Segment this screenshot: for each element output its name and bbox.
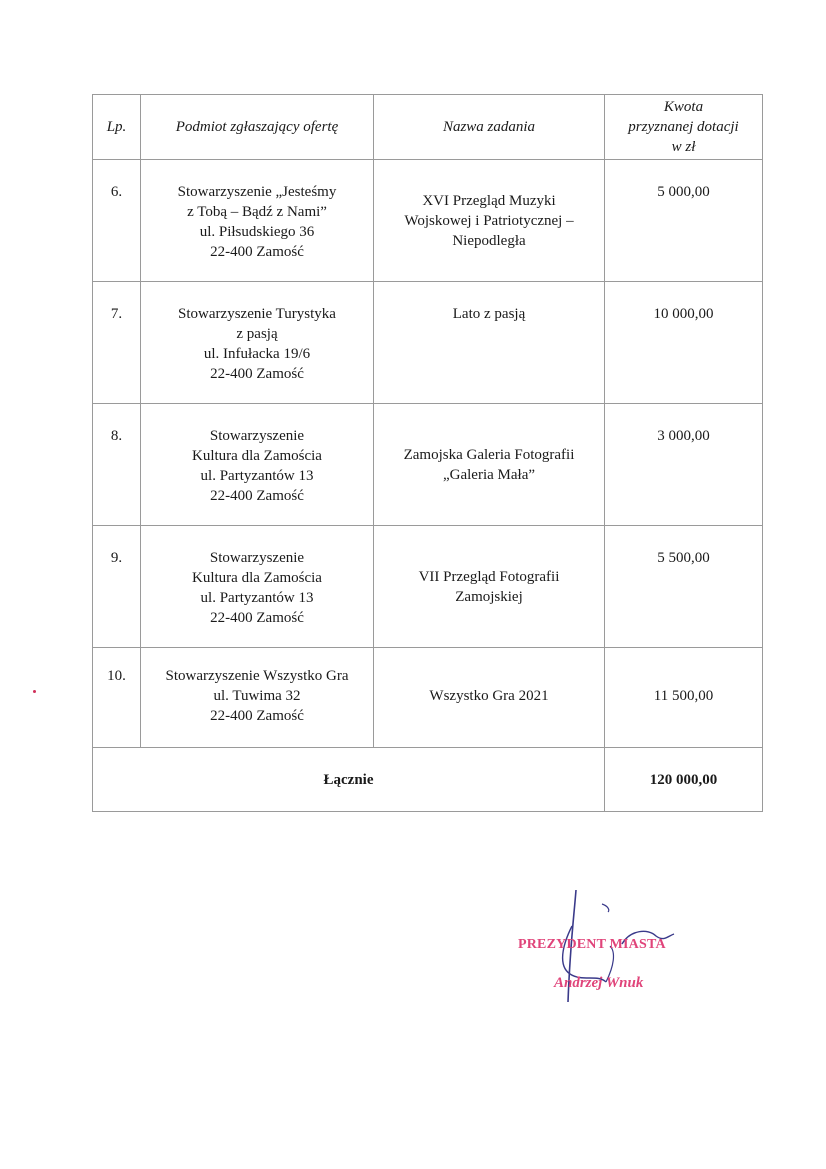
total-label: Łącznie (93, 748, 605, 812)
cell-amount: 5 000,00 (605, 160, 763, 282)
total-amount: 120 000,00 (605, 748, 763, 812)
table-row (93, 648, 763, 748)
task-line: Zamojskiej (455, 588, 523, 605)
cell-task (374, 648, 605, 748)
cell-amount: 11 500,00 (605, 648, 763, 748)
cell-amount: 3 000,00 (605, 404, 763, 526)
cell-entity (141, 160, 374, 282)
entity-line: ul. Partyzantów 13 (200, 468, 314, 484)
header-entity: Podmiot zgłaszający ofertę (141, 95, 374, 160)
cell-lp: 7. (93, 282, 141, 404)
table-row (93, 160, 763, 282)
grants-table (92, 94, 763, 812)
table-row (93, 282, 763, 404)
entity-line: z pasją (236, 326, 278, 342)
table-row (93, 526, 763, 648)
header-task: Nazwa zadania (374, 95, 605, 160)
task-line: Niepodległa (452, 232, 526, 249)
entity-line: Stowarzyszenie (209, 428, 305, 444)
task-line: VII Przegląd Fotografii (418, 568, 560, 585)
header-amount (605, 95, 763, 160)
cell-entity (141, 404, 374, 526)
header-amount-line: w zł (671, 139, 696, 155)
cell-entity (141, 282, 374, 404)
cell-lp: 6. (93, 160, 141, 282)
header-amount-line: Kwota (663, 99, 704, 115)
total-row (93, 748, 763, 812)
cell-lp: 8. (93, 404, 141, 526)
signature-stamp (518, 886, 718, 1006)
entity-line: z Tobą – Bądź z Nami” (187, 204, 327, 220)
entity-line: Stowarzyszenie Turystyka (178, 306, 336, 322)
entity-line: Stowarzyszenie Wszystko Gra (165, 668, 349, 684)
entity-line: 22-400 Zamość (210, 366, 304, 382)
entity-line: Stowarzyszenie „Jesteśmy (177, 184, 337, 200)
scan-speck (33, 690, 36, 693)
cell-entity (141, 648, 374, 748)
table-header-row (93, 95, 763, 160)
task-line: Wojskowej i Patriotycznej – (404, 212, 574, 229)
cell-task (374, 282, 605, 404)
task-line: Zamojska Galeria Fotografii (403, 446, 575, 463)
cell-amount: 10 000,00 (605, 282, 763, 404)
entity-line: 22-400 Zamość (210, 708, 304, 724)
cell-lp: 9. (93, 526, 141, 648)
header-lp: Lp. (93, 95, 141, 160)
entity-line: 22-400 Zamość (210, 610, 304, 626)
table-row (93, 404, 763, 526)
cell-task (374, 404, 605, 526)
task-line: Wszystko Gra 2021 (429, 688, 549, 704)
entity-line: ul. Piłsudskiego 36 (199, 224, 315, 240)
signature-title: PREZYDENT MIASTA (518, 937, 666, 952)
entity-line: ul. Partyzantów 13 (200, 590, 314, 606)
entity-line: Stowarzyszenie (209, 550, 305, 566)
task-line: „Galeria Mała” (442, 466, 536, 483)
entity-line: 22-400 Zamość (210, 488, 304, 504)
cell-lp: 10. (93, 648, 141, 748)
cell-task (374, 526, 605, 648)
signature-name: Andrzej Wnuk (554, 975, 644, 991)
entity-line: ul. Tuwima 32 (213, 688, 301, 704)
entity-line: ul. Infułacka 19/6 (203, 346, 311, 362)
header-amount-line: przyznanej dotacji (628, 119, 739, 135)
cell-task (374, 160, 605, 282)
task-line: XVI Przegląd Muzyki (422, 192, 556, 209)
cell-entity (141, 526, 374, 648)
entity-line: Kultura dla Zamościa (192, 570, 322, 586)
entity-line: 22-400 Zamość (210, 244, 304, 260)
entity-line: Kultura dla Zamościa (192, 448, 322, 464)
task-line: Lato z pasją (452, 306, 526, 322)
cell-amount: 5 500,00 (605, 526, 763, 648)
